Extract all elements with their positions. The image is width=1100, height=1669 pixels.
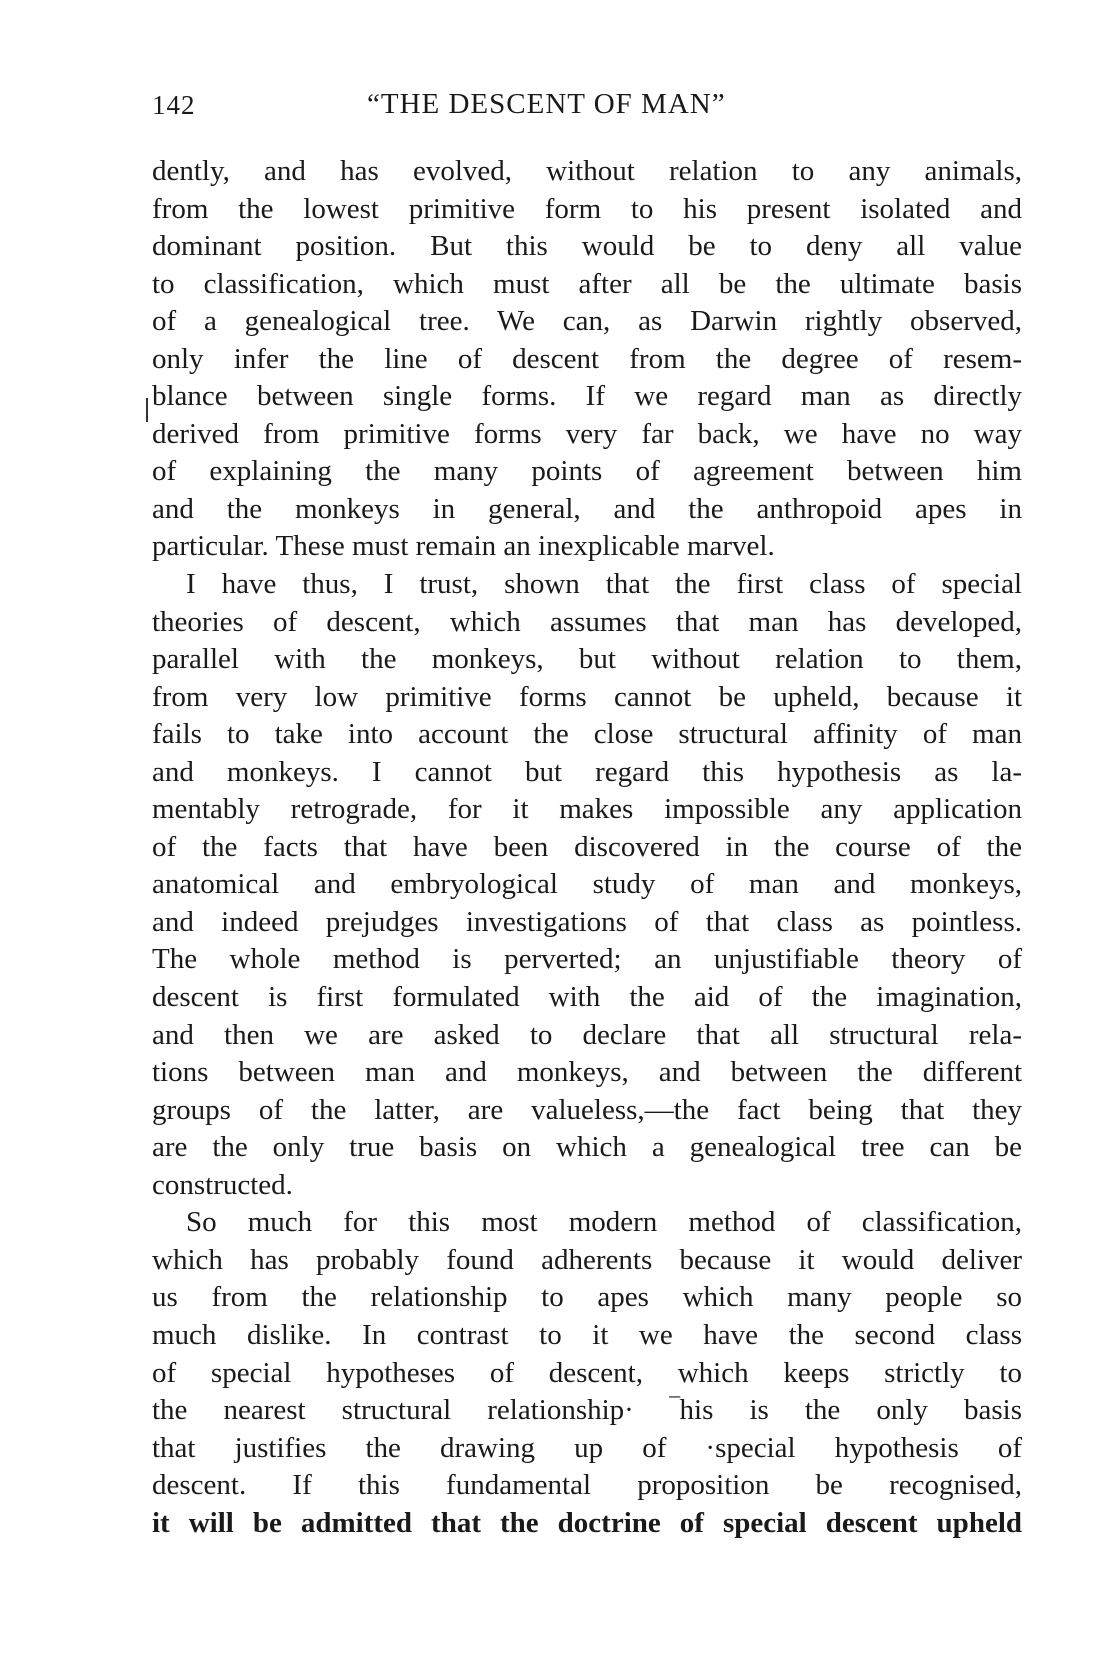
text-line: the nearest structural relationship· ‾his is the only basis — [152, 1394, 1022, 1427]
text-line: of explaining the many points of agreement between him — [152, 455, 1022, 488]
text-line: dently, and has evolved, without relation to any animals, — [152, 155, 1022, 187]
page-number: 142 — [152, 90, 196, 120]
text-line: us from the relationship to apes which many people so — [152, 1281, 1022, 1314]
text-line: and monkeys. I cannot but regard this hypothesis as la- — [152, 755, 1022, 788]
text-line: constructed. — [152, 1168, 293, 1201]
text-line: from the lowest primitive form to his present isolated and — [152, 192, 1022, 225]
text-line: groups of the latter, are valueless,—the fact being that they — [152, 1093, 1022, 1126]
text-line: mentably retrograde, for it makes impossible any application — [152, 793, 1022, 826]
text-line: and indeed prejudges investigations of that class as pointless. — [152, 905, 1022, 938]
text-line: anatomical and embryological study of man and monkeys, — [152, 868, 1022, 901]
text-line: The whole method is perverted; an unjustifiable theory of — [152, 943, 1022, 976]
margin-mark — [146, 398, 148, 422]
text-line: descent. If this fundamental proposition be recognised, — [152, 1469, 1022, 1502]
text-line: tions between man and monkeys, and between the different — [152, 1056, 1022, 1089]
text-line: descent is first formulated with the aid of the imagination, — [152, 981, 1022, 1014]
body-text — [152, 153, 1022, 1542]
text-line: fails to take into account the close structural affinity of man — [152, 718, 1022, 751]
text-line: and the monkeys in general, and the anthropoid apes in — [152, 492, 1022, 525]
text-line: it will be admitted that the doctrine of special descent upheld — [152, 1506, 1022, 1539]
text-line: much dislike. In contrast to it we have the second class — [152, 1318, 1022, 1351]
text-line: to classification, which must after all be the ultimate basis — [152, 267, 1022, 300]
text-line: particular. These must remain an inexplicable marvel. — [152, 530, 775, 563]
running-title: “THE DESCENT OF MAN” — [367, 88, 726, 120]
text-line: from very low primitive forms cannot be upheld, because it — [152, 680, 1022, 713]
text-line: which has probably found adherents because it would deliver — [152, 1243, 1022, 1276]
text-line: and then we are asked to declare that all structural rela- — [152, 1018, 1022, 1051]
text-line: theories of descent, which assumes that man has developed, — [152, 605, 1022, 638]
text-line: of special hypotheses of descent, which keeps strictly to — [152, 1356, 1022, 1389]
text-line: that justifies the drawing up of ·special hypothesis of — [152, 1431, 1022, 1464]
text-line: of a genealogical tree. We can, as Darwin rightly observed, — [152, 305, 1022, 338]
text-line: blance between single forms. If we regard man as directly — [152, 380, 1022, 413]
text-line: dominant position. But this would be to deny all value — [152, 230, 1022, 263]
text-line: of the facts that have been discovered in the course of the — [152, 830, 1022, 863]
page-header — [152, 88, 1022, 128]
text-line: only infer the line of descent from the degree of resem- — [152, 342, 1022, 375]
text-line: derived from primitive forms very far back, we have no way — [152, 417, 1022, 450]
text-line: So much for this most modern method of classification, — [186, 1206, 1022, 1239]
text-line: parallel with the monkeys, but without relation to them, — [152, 643, 1022, 676]
text-line: are the only true basis on which a genealogical tree can be — [152, 1131, 1022, 1164]
text-line: I have thus, I trust, shown that the first class of special — [186, 568, 1022, 601]
